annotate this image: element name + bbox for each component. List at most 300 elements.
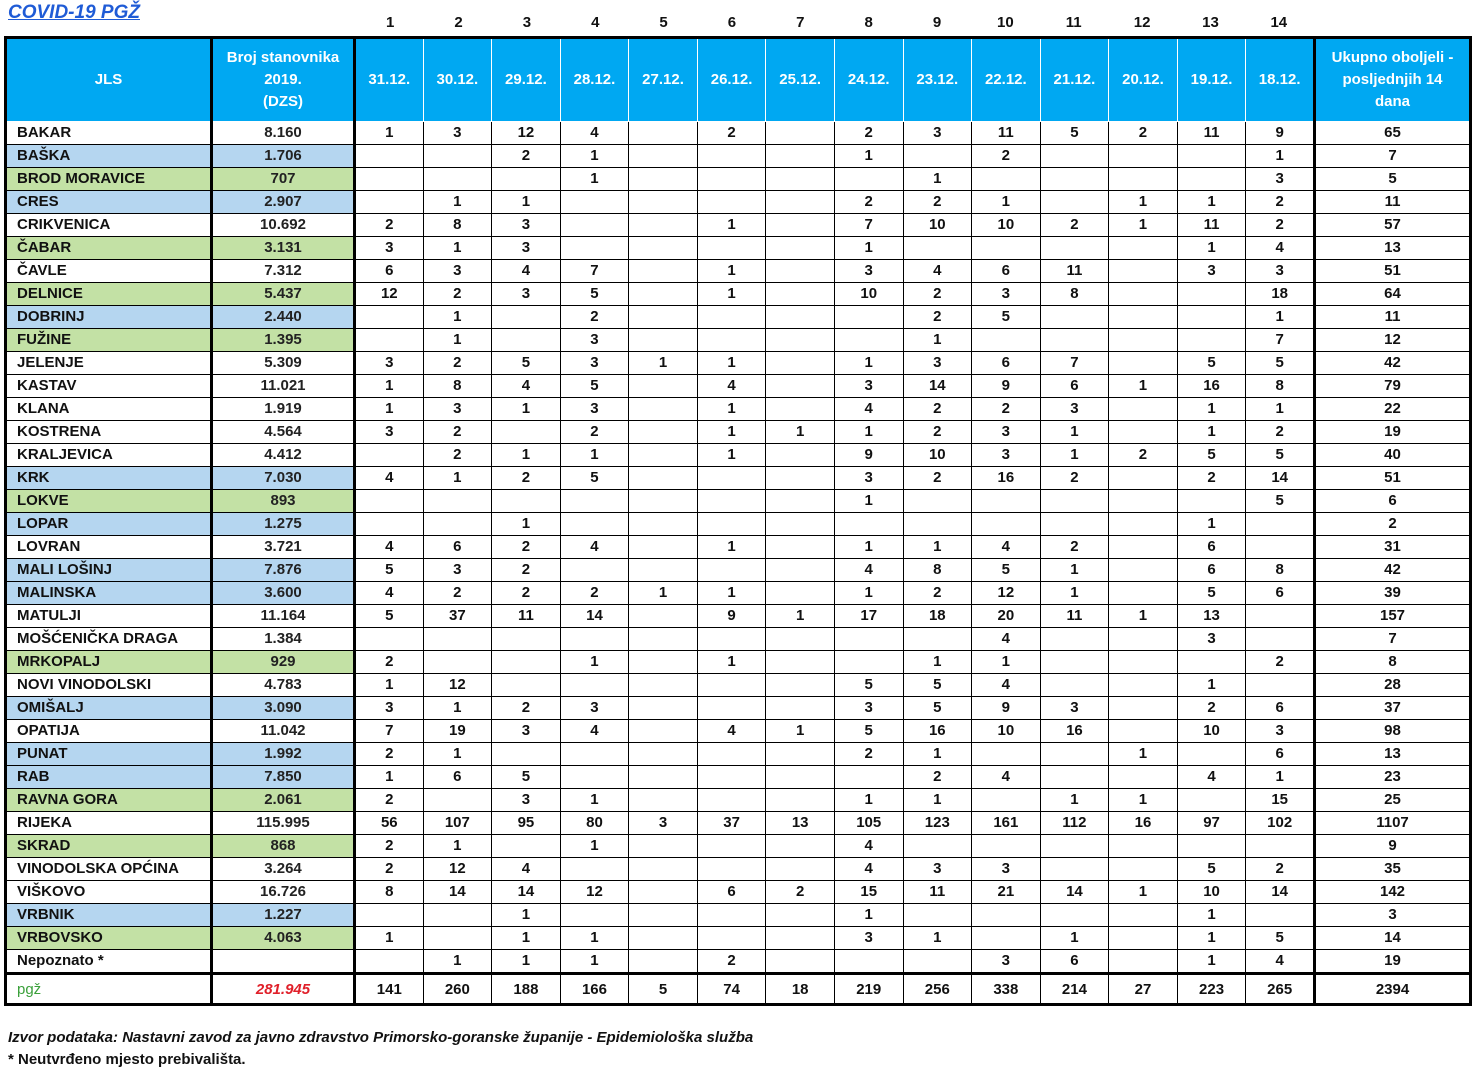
- day-cases-cell: 2: [1040, 536, 1109, 559]
- day-cases-cell: [972, 927, 1041, 950]
- day-cases-cell: [766, 122, 835, 145]
- day-cases-cell: [629, 237, 698, 260]
- day-cases-cell: 37: [423, 605, 492, 628]
- day-cases-cell: 15: [1246, 789, 1315, 812]
- day-cases-cell: [834, 513, 903, 536]
- date-column-header: 27.12.: [629, 38, 698, 122]
- day-cases-cell: 2: [560, 421, 629, 444]
- population-cell: 707: [212, 168, 355, 191]
- day-cases-cell: 3: [355, 697, 424, 720]
- day-cases-cell: 1: [1109, 375, 1178, 398]
- day-cases-cell: [1109, 329, 1178, 352]
- day-cases-cell: 2: [492, 697, 561, 720]
- day-cases-cell: [1177, 329, 1246, 352]
- day-cases-cell: 6: [355, 260, 424, 283]
- day-cases-cell: [766, 835, 835, 858]
- day-cases-cell: [1040, 743, 1109, 766]
- day-cases-cell: 14: [1040, 881, 1109, 904]
- day-cases-cell: [1246, 835, 1315, 858]
- day-cases-cell: [903, 513, 972, 536]
- day-cases-cell: [766, 467, 835, 490]
- day-cases-cell: [355, 444, 424, 467]
- day-cases-cell: 5: [355, 605, 424, 628]
- day-cases-cell: 12: [355, 283, 424, 306]
- day-cases-cell: 1: [492, 927, 561, 950]
- total-column-header: [1315, 38, 1471, 122]
- day-cases-cell: 3: [834, 927, 903, 950]
- day-cases-cell: [697, 743, 766, 766]
- day-cases-cell: 11: [972, 122, 1041, 145]
- day-cases-cell: 1: [972, 651, 1041, 674]
- day-cases-cell: 1: [492, 950, 561, 974]
- day-cases-cell: [697, 789, 766, 812]
- day-cases-cell: [629, 168, 698, 191]
- day-cases-cell: 3: [492, 720, 561, 743]
- day-cases-cell: [1109, 306, 1178, 329]
- day-cases-cell: [560, 191, 629, 214]
- total-cases-cell: 7: [1315, 145, 1471, 168]
- day-cases-cell: [697, 513, 766, 536]
- totals-day-cell: 27: [1109, 974, 1178, 1005]
- table-row: [6, 375, 1471, 398]
- population-cell: 3.721: [212, 536, 355, 559]
- day-cases-cell: [629, 904, 698, 927]
- day-number: 11: [1065, 14, 1082, 31]
- municipality-name: CRIKVENICA: [6, 214, 212, 237]
- day-cases-cell: [1109, 168, 1178, 191]
- day-cases-cell: 3: [1177, 628, 1246, 651]
- day-cases-cell: 6: [1040, 375, 1109, 398]
- total-cases-cell: 40: [1315, 444, 1471, 467]
- day-cases-cell: [355, 306, 424, 329]
- day-number: 1: [386, 14, 395, 31]
- day-cases-cell: 2: [355, 651, 424, 674]
- table-row: [6, 697, 1471, 720]
- day-cases-cell: 4: [972, 536, 1041, 559]
- total-cases-cell: 2: [1315, 513, 1471, 536]
- day-cases-cell: 5: [1177, 444, 1246, 467]
- day-cases-cell: 7: [834, 214, 903, 237]
- table-row: [6, 835, 1471, 858]
- day-cases-cell: 2: [1246, 651, 1315, 674]
- day-cases-cell: 10: [972, 720, 1041, 743]
- day-cases-cell: [492, 835, 561, 858]
- table-row: [6, 398, 1471, 421]
- day-cases-cell: 161: [972, 812, 1041, 835]
- day-cases-cell: 1: [697, 421, 766, 444]
- table-row: [6, 122, 1471, 145]
- day-cases-cell: [1109, 720, 1178, 743]
- day-cases-cell: [629, 628, 698, 651]
- day-cases-cell: 6: [697, 881, 766, 904]
- total-cases-cell: 19: [1315, 421, 1471, 444]
- day-cases-cell: 1: [1177, 927, 1246, 950]
- day-cases-cell: 2: [1040, 214, 1109, 237]
- day-cases-cell: [629, 421, 698, 444]
- day-cases-cell: [1109, 559, 1178, 582]
- day-cases-cell: [1109, 651, 1178, 674]
- footnotes: [8, 1027, 753, 1071]
- day-cases-cell: [766, 536, 835, 559]
- day-cases-cell: [629, 283, 698, 306]
- day-cases-cell: 10: [1177, 720, 1246, 743]
- day-cases-cell: 8: [355, 881, 424, 904]
- day-cases-cell: 4: [972, 628, 1041, 651]
- day-cases-cell: [629, 375, 698, 398]
- municipality-name: VINODOLSKA OPĆINA: [6, 858, 212, 881]
- day-cases-cell: 8: [1246, 559, 1315, 582]
- day-cases-cell: [766, 237, 835, 260]
- day-cases-cell: 2: [1246, 858, 1315, 881]
- day-cases-cell: 1: [1177, 950, 1246, 974]
- day-cases-cell: 1: [1177, 513, 1246, 536]
- day-cases-cell: 12: [560, 881, 629, 904]
- table-row: [6, 145, 1471, 168]
- day-cases-cell: 4: [1246, 950, 1315, 974]
- day-cases-cell: [629, 214, 698, 237]
- day-cases-cell: [629, 858, 698, 881]
- day-cases-cell: 5: [834, 720, 903, 743]
- day-number: 14: [1270, 14, 1288, 31]
- day-cases-cell: 4: [560, 536, 629, 559]
- day-cases-cell: 14: [1246, 467, 1315, 490]
- day-cases-cell: 1: [697, 651, 766, 674]
- day-cases-cell: 3: [492, 214, 561, 237]
- day-cases-cell: [560, 904, 629, 927]
- day-cases-cell: [1109, 352, 1178, 375]
- population-header-line: Broj stanovnika: [226, 49, 340, 66]
- population-cell: [212, 950, 355, 974]
- day-cases-cell: [492, 651, 561, 674]
- day-cases-cell: 3: [834, 697, 903, 720]
- total-cases-cell: 5: [1315, 168, 1471, 191]
- day-cases-cell: [355, 145, 424, 168]
- day-cases-cell: 1: [834, 490, 903, 513]
- population-header-line: 2019.: [264, 71, 302, 88]
- totals-day-cell: 223: [1177, 974, 1246, 1005]
- day-cases-cell: [1177, 145, 1246, 168]
- day-cases-cell: [697, 191, 766, 214]
- day-cases-cell: [1246, 904, 1315, 927]
- day-cases-cell: 3: [492, 283, 561, 306]
- day-cases-cell: [560, 674, 629, 697]
- total-cases-cell: 51: [1315, 467, 1471, 490]
- municipality-name: Nepoznato *: [6, 950, 212, 974]
- day-cases-cell: 2: [355, 214, 424, 237]
- total-cases-cell: 13: [1315, 743, 1471, 766]
- date-column-header: 18.12.: [1246, 38, 1315, 122]
- day-cases-cell: 4: [697, 720, 766, 743]
- population-cell: 115.995: [212, 812, 355, 835]
- day-cases-cell: [972, 835, 1041, 858]
- municipality-name: JELENJE: [6, 352, 212, 375]
- day-cases-cell: [560, 766, 629, 789]
- day-cases-cell: 1: [423, 191, 492, 214]
- population-column-header: [212, 38, 355, 122]
- day-cases-cell: 2: [834, 122, 903, 145]
- day-cases-cell: 4: [1177, 766, 1246, 789]
- day-cases-cell: 2: [903, 283, 972, 306]
- day-cases-cell: 4: [492, 858, 561, 881]
- total-cases-cell: 3: [1315, 904, 1471, 927]
- day-cases-cell: [766, 697, 835, 720]
- day-cases-cell: 2: [355, 858, 424, 881]
- day-cases-cell: [560, 628, 629, 651]
- day-cases-cell: 5: [903, 674, 972, 697]
- day-cases-cell: 1: [834, 904, 903, 927]
- day-cases-cell: [423, 927, 492, 950]
- day-cases-cell: 1: [629, 582, 698, 605]
- total-cases-cell: 79: [1315, 375, 1471, 398]
- day-cases-cell: [629, 743, 698, 766]
- day-cases-cell: [560, 858, 629, 881]
- day-cases-cell: [766, 214, 835, 237]
- day-cases-cell: [834, 766, 903, 789]
- municipality-name: DOBRINJ: [6, 306, 212, 329]
- day-cases-cell: [492, 674, 561, 697]
- day-cases-cell: 11: [1177, 122, 1246, 145]
- day-cases-cell: 5: [903, 697, 972, 720]
- day-cases-cell: 1: [697, 444, 766, 467]
- day-cases-cell: 2: [492, 467, 561, 490]
- population-cell: 8.160: [212, 122, 355, 145]
- day-cases-cell: 1: [1109, 191, 1178, 214]
- day-cases-cell: 13: [1177, 605, 1246, 628]
- day-cases-cell: 3: [1246, 260, 1315, 283]
- day-cases-cell: [423, 513, 492, 536]
- day-cases-cell: 14: [492, 881, 561, 904]
- day-cases-cell: [355, 329, 424, 352]
- total-cases-cell: 157: [1315, 605, 1471, 628]
- day-cases-cell: [355, 191, 424, 214]
- day-cases-cell: [903, 628, 972, 651]
- day-cases-cell: [1109, 490, 1178, 513]
- day-cases-cell: 1: [1246, 145, 1315, 168]
- day-cases-cell: [1246, 536, 1315, 559]
- day-cases-cell: 4: [560, 122, 629, 145]
- day-cases-cell: 1: [834, 145, 903, 168]
- day-cases-cell: 5: [1246, 352, 1315, 375]
- day-cases-cell: [629, 720, 698, 743]
- municipality-name: NOVI VINODOLSKI: [6, 674, 212, 697]
- population-cell: 4.063: [212, 927, 355, 950]
- population-cell: 1.227: [212, 904, 355, 927]
- day-cases-cell: 3: [1177, 260, 1246, 283]
- day-number: 6: [727, 14, 737, 31]
- day-cases-cell: 1: [834, 789, 903, 812]
- day-cases-cell: [766, 789, 835, 812]
- totals-day-cell: 18: [766, 974, 835, 1005]
- day-cases-cell: 4: [492, 375, 561, 398]
- total-header-line: Ukupno oboljeli -: [1331, 49, 1454, 66]
- day-cases-cell: 1: [1040, 559, 1109, 582]
- day-cases-cell: [766, 950, 835, 974]
- population-cell: 5.437: [212, 283, 355, 306]
- municipality-name: ČAVLE: [6, 260, 212, 283]
- day-cases-cell: [1040, 858, 1109, 881]
- day-cases-cell: 3: [355, 237, 424, 260]
- day-cases-cell: [423, 904, 492, 927]
- day-cases-cell: [355, 904, 424, 927]
- population-cell: 1.384: [212, 628, 355, 651]
- day-cases-cell: 3: [903, 352, 972, 375]
- total-header-line: posljednjih 14: [1342, 71, 1443, 88]
- day-cases-cell: [423, 490, 492, 513]
- day-cases-cell: 2: [423, 444, 492, 467]
- totals-population: 281.945: [212, 974, 355, 1005]
- totals-day-cell: 265: [1246, 974, 1315, 1005]
- table-row: [6, 306, 1471, 329]
- table-row: [6, 329, 1471, 352]
- day-cases-cell: [629, 605, 698, 628]
- day-cases-cell: [766, 283, 835, 306]
- day-cases-cell: [972, 168, 1041, 191]
- date-column-header: 22.12.: [972, 38, 1041, 122]
- municipality-name: KRALJEVICA: [6, 444, 212, 467]
- day-cases-cell: [1246, 605, 1315, 628]
- population-cell: 1.275: [212, 513, 355, 536]
- day-cases-cell: [1109, 582, 1178, 605]
- day-cases-cell: 6: [972, 352, 1041, 375]
- day-cases-cell: 97: [1177, 812, 1246, 835]
- day-cases-cell: 3: [423, 122, 492, 145]
- date-column-header: 19.12.: [1177, 38, 1246, 122]
- day-cases-cell: [629, 329, 698, 352]
- day-cases-cell: 4: [355, 467, 424, 490]
- table-row: [6, 812, 1471, 835]
- day-cases-cell: [766, 444, 835, 467]
- day-cases-cell: 8: [903, 559, 972, 582]
- day-cases-cell: [629, 536, 698, 559]
- day-cases-cell: 1: [834, 536, 903, 559]
- population-cell: 2.061: [212, 789, 355, 812]
- day-cases-cell: [1109, 237, 1178, 260]
- day-cases-cell: 1: [1040, 927, 1109, 950]
- population-cell: 7.876: [212, 559, 355, 582]
- day-cases-cell: [766, 260, 835, 283]
- day-cases-cell: [972, 513, 1041, 536]
- day-cases-cell: [629, 950, 698, 974]
- day-cases-cell: 1: [697, 214, 766, 237]
- population-cell: 893: [212, 490, 355, 513]
- day-cases-cell: [629, 306, 698, 329]
- day-cases-cell: 1: [492, 191, 561, 214]
- day-cases-cell: [629, 467, 698, 490]
- day-cases-cell: 1: [697, 283, 766, 306]
- day-cases-cell: [766, 559, 835, 582]
- day-cases-cell: 5: [492, 766, 561, 789]
- day-cases-cell: 1: [355, 398, 424, 421]
- day-cases-cell: 3: [1040, 697, 1109, 720]
- day-cases-cell: 3: [834, 375, 903, 398]
- day-cases-cell: 2: [355, 835, 424, 858]
- day-cases-cell: 4: [697, 375, 766, 398]
- total-cases-cell: 7: [1315, 628, 1471, 651]
- day-cases-cell: [1040, 766, 1109, 789]
- day-cases-cell: [1109, 283, 1178, 306]
- day-cases-cell: 14: [560, 605, 629, 628]
- table-row: [6, 444, 1471, 467]
- day-cases-cell: 2: [1040, 467, 1109, 490]
- day-cases-cell: 14: [423, 881, 492, 904]
- municipality-name: BAKAR: [6, 122, 212, 145]
- day-cases-cell: 2: [1246, 214, 1315, 237]
- population-cell: 7.850: [212, 766, 355, 789]
- day-cases-cell: [1177, 306, 1246, 329]
- asterisk-note: * Neutvrđeno mjesto prebivališta.: [8, 1051, 246, 1068]
- day-cases-cell: 12: [492, 122, 561, 145]
- day-cases-cell: [972, 743, 1041, 766]
- day-cases-cell: 3: [355, 352, 424, 375]
- day-cases-cell: [1109, 145, 1178, 168]
- day-number: 13: [1202, 14, 1219, 31]
- table-row: [6, 881, 1471, 904]
- day-cases-cell: [834, 651, 903, 674]
- table-row: [6, 352, 1471, 375]
- day-cases-cell: 11: [492, 605, 561, 628]
- day-cases-cell: [629, 835, 698, 858]
- day-number: 5: [659, 14, 668, 31]
- day-cases-cell: 1: [1109, 214, 1178, 237]
- day-cases-cell: 105: [834, 812, 903, 835]
- day-cases-cell: 5: [972, 559, 1041, 582]
- day-cases-cell: [1177, 168, 1246, 191]
- day-number: 10: [997, 14, 1014, 31]
- day-cases-cell: [766, 674, 835, 697]
- table-row: [6, 628, 1471, 651]
- day-cases-cell: 16: [1109, 812, 1178, 835]
- day-cases-cell: 3: [629, 812, 698, 835]
- population-cell: 2.440: [212, 306, 355, 329]
- day-cases-cell: 4: [972, 766, 1041, 789]
- population-cell: 1.706: [212, 145, 355, 168]
- day-cases-cell: 2: [972, 145, 1041, 168]
- day-cases-cell: 2: [355, 743, 424, 766]
- day-cases-cell: [1109, 536, 1178, 559]
- day-cases-cell: [766, 191, 835, 214]
- totals-day-cell: 214: [1040, 974, 1109, 1005]
- day-cases-cell: 9: [972, 375, 1041, 398]
- day-cases-cell: 2: [423, 352, 492, 375]
- day-cases-cell: 15: [834, 881, 903, 904]
- day-cases-cell: 2: [903, 467, 972, 490]
- day-cases-cell: 1: [903, 743, 972, 766]
- day-cases-cell: 4: [834, 398, 903, 421]
- day-cases-cell: 5: [1246, 927, 1315, 950]
- day-cases-cell: 2: [1109, 444, 1178, 467]
- day-cases-cell: [766, 628, 835, 651]
- day-cases-cell: [834, 628, 903, 651]
- total-cases-cell: 14: [1315, 927, 1471, 950]
- day-cases-cell: 1: [1246, 306, 1315, 329]
- day-cases-cell: [1109, 260, 1178, 283]
- date-column-header: 30.12.: [423, 38, 492, 122]
- population-cell: 1.919: [212, 398, 355, 421]
- day-cases-cell: 1: [492, 444, 561, 467]
- totals-day-cell: 5: [629, 974, 698, 1005]
- day-cases-cell: [697, 237, 766, 260]
- day-cases-cell: 6: [1177, 559, 1246, 582]
- table-row: [6, 260, 1471, 283]
- day-cases-cell: 3: [972, 444, 1041, 467]
- day-cases-cell: [972, 789, 1041, 812]
- day-cases-cell: [1040, 237, 1109, 260]
- day-cases-cell: [423, 628, 492, 651]
- day-cases-cell: [766, 329, 835, 352]
- day-cases-cell: 1: [423, 835, 492, 858]
- day-cases-cell: 16: [903, 720, 972, 743]
- day-cases-cell: [697, 490, 766, 513]
